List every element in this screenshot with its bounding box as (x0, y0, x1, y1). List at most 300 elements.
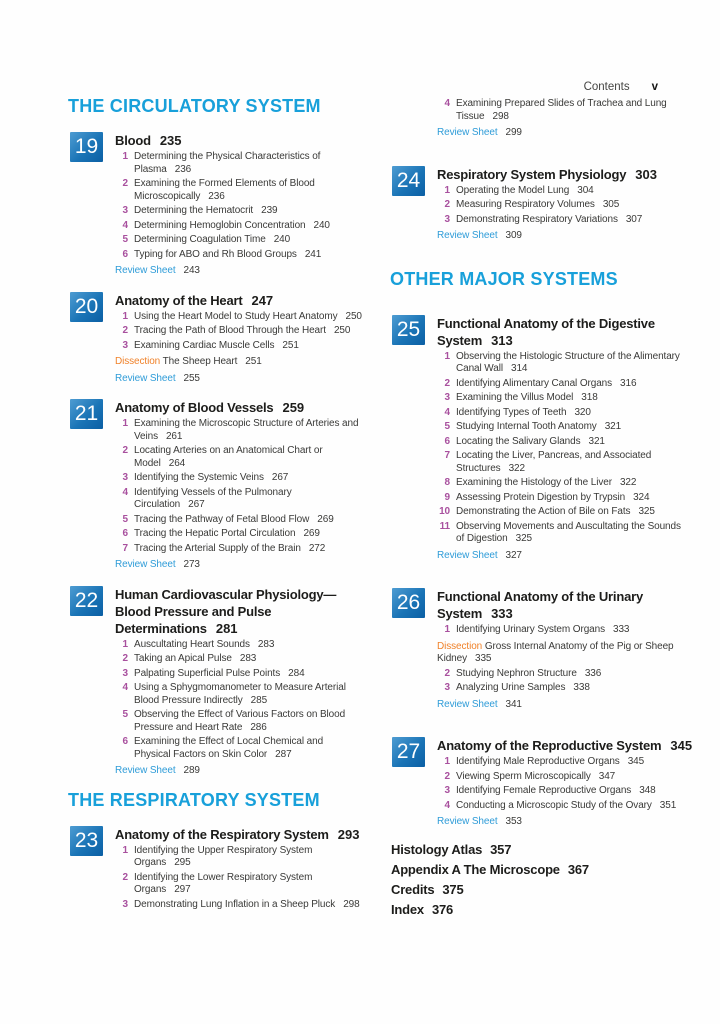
chapter-title-line: Functional Anatomy of the Urinary (437, 589, 643, 604)
toc-item (115, 653, 362, 666)
toc-item (437, 185, 682, 198)
item-text: Identifying Urinary System Organs 333 (456, 624, 630, 635)
chapter-block (390, 588, 682, 711)
chapter-items (115, 639, 362, 778)
page-number: 309 (505, 230, 522, 241)
toc-item (437, 98, 682, 123)
item-text: Locating the Salivary Glands 321 (456, 435, 605, 447)
chapter-page-number: 313 (491, 332, 513, 348)
page-number: 297 (174, 884, 191, 895)
item-number: 2 (444, 377, 450, 389)
page-number: 273 (183, 559, 200, 570)
item-text: Locating the Liver, Pancreas, and Associated Structures 322 (456, 450, 652, 474)
review-sheet-label: Review Sheet (115, 265, 176, 276)
item-text: Taking an Apical Pulse 283 (134, 653, 257, 664)
toc-item (437, 477, 682, 490)
page-number: 284 (288, 667, 305, 679)
page-number: 251 (282, 339, 299, 351)
chapter-content (437, 588, 682, 711)
toc-item (437, 771, 682, 784)
toc-item (115, 709, 362, 734)
item-number: 4 (444, 799, 450, 811)
item-number: 1 (122, 638, 128, 650)
chapter-block (390, 166, 682, 243)
item-number: 1 (444, 184, 450, 196)
item-text: Identifying the Lower Respiratory System Organs 297 (134, 871, 313, 895)
page-number: 243 (183, 265, 200, 276)
toc-item (437, 668, 682, 681)
page-number: 336 (584, 667, 602, 679)
page-number: 345 (627, 756, 645, 767)
item-text: Studying Nephron Structure 336 (456, 667, 602, 679)
toc-item (115, 445, 362, 470)
item-text: Locating Arteries on an Anatomical Chart or Model 264 (134, 445, 323, 469)
toc-item (437, 521, 682, 546)
item-text: Studying Internal Tooth Anatomy 321 (456, 421, 622, 432)
item-text: Examining the Effect of Local Chemical and Physical Factors on Skin Color 287 (134, 736, 324, 760)
page-number: 322 (619, 477, 637, 488)
toc-item (115, 472, 362, 485)
page-number: 267 (188, 499, 205, 510)
toc-item (115, 487, 362, 512)
chapter-content (115, 826, 362, 912)
item-text: Tracing the Pathway of Fetal Blood Flow 269 (134, 513, 334, 525)
review-sheet-row (437, 699, 682, 712)
item-text: Tracing the Arterial Supply of the Brain 272 (134, 542, 326, 554)
item-number: 4 (444, 406, 450, 418)
back-matter (391, 843, 682, 916)
page-number: 240 (273, 234, 291, 245)
chapter-title-line: Anatomy of the Respiratory System 293 (115, 826, 360, 842)
item-text: Demonstrating the Action of Bile on Fats 325 (456, 506, 655, 517)
chapter-block (68, 132, 362, 278)
chapter-title (115, 826, 362, 843)
item-number: 4 (122, 219, 128, 231)
back-matter-entry: Appendix A The Microscope 367 (391, 861, 589, 877)
item-number: 3 (444, 682, 450, 693)
chapter-title-line: Blood 235 (115, 133, 182, 148)
page-number: 239 (261, 205, 278, 216)
item-number: 3 (122, 472, 128, 483)
page-number: 255 (183, 372, 200, 384)
chapter-page-number: 259 (282, 400, 305, 415)
chapter-items (115, 151, 362, 278)
review-sheet-row (437, 816, 682, 829)
item-number: 6 (444, 435, 450, 447)
toc-item (437, 450, 682, 475)
item-number: 2 (122, 871, 128, 883)
chapter-page-number: 293 (337, 826, 360, 842)
page-number: 353 (505, 816, 522, 827)
chapter-number-box: 20 (70, 292, 103, 322)
page-number: 333 (612, 624, 630, 635)
chapter-title (115, 132, 362, 149)
chapter-block (68, 826, 362, 912)
page-number: 318 (581, 392, 598, 403)
chapter-items (115, 845, 362, 912)
review-sheet-label: Review Sheet (437, 549, 498, 561)
toc-item (115, 249, 362, 262)
item-number: 7 (444, 450, 450, 461)
chapter-block (68, 399, 362, 572)
page-number: 341 (505, 698, 522, 710)
page-number: 286 (250, 721, 267, 733)
item-number: 3 (444, 785, 450, 796)
review-sheet-row (437, 550, 682, 563)
back-matter-entry: Credits 375 (391, 881, 464, 897)
toc-column-left (68, 96, 362, 923)
item-text: Observing the Effect of Various Factors on Blood Pressure and Heart Rate 286 (134, 709, 346, 733)
dissection-row: Dissection Gross Internal Anatomy of the Pig or Sheep Kidney 335 (437, 640, 674, 664)
toc-item (115, 543, 362, 556)
page-number: 347 (598, 770, 616, 782)
page-number: 269 (317, 513, 334, 525)
page-number: 285 (250, 694, 268, 706)
item-number: 2 (122, 445, 128, 456)
page-number: 325 (515, 533, 532, 544)
page-number: 327 (505, 549, 522, 561)
page-number: v (651, 81, 658, 93)
chapter-content (115, 399, 362, 572)
page-number: 376 (431, 901, 454, 917)
chapter-items (115, 418, 362, 572)
page-number: 338 (573, 682, 590, 693)
chapter-block (68, 292, 362, 386)
page-number: 321 (604, 421, 622, 432)
toc-item (437, 199, 682, 212)
chapter-items (437, 98, 682, 140)
review-sheet-label: Review Sheet (115, 765, 176, 776)
page-number: 325 (638, 506, 655, 517)
item-text: Assessing Protein Digestion by Trypsin 324 (456, 491, 650, 503)
toc-item (115, 311, 362, 324)
item-number: 3 (122, 898, 128, 910)
item-text: Examining the Formed Elements of Blood Microscopically 236 (134, 178, 315, 202)
chapter-title-line: Anatomy of Blood Vessels 259 (115, 400, 305, 415)
page-number: 357 (490, 841, 512, 857)
chapter-page-number: 281 (215, 620, 238, 636)
item-text: Examining the Villus Model 318 (456, 392, 598, 403)
review-sheet-label: Review Sheet (115, 559, 176, 570)
chapter-content (115, 586, 362, 778)
item-text: Palpating Superficial Pulse Points 284 (134, 667, 305, 679)
toc-item (115, 682, 362, 707)
item-text: Demonstrating Lung Inflation in a Sheep Pluck 298 (134, 898, 360, 910)
item-text: Viewing Sperm Microscopically 347 (456, 770, 616, 782)
item-text: Tracing the Hepatic Portal Circulation 269 (134, 528, 320, 539)
chapter-content (437, 315, 682, 563)
review-sheet-row (115, 559, 362, 572)
page-number: 375 (442, 881, 464, 897)
toc-item (115, 234, 362, 247)
contents-label: Contents (583, 81, 630, 93)
item-number: 1 (122, 151, 128, 162)
chapter-title-line: Functional Anatomy of the Digestive (437, 315, 655, 331)
item-number: 1 (444, 350, 450, 362)
toc-item (115, 528, 362, 541)
item-text: Tracing the Path of Blood Through the Heart 250 (134, 325, 351, 336)
page-number: 272 (308, 542, 326, 554)
item-text: Operating the Model Lung 304 (456, 184, 594, 196)
toc-item (115, 418, 362, 443)
chapter-title-line: Anatomy of the Reproductive System 345 (437, 738, 693, 753)
item-text: Using the Heart Model to Study Heart Anatomy 250 (134, 310, 362, 322)
item-text: Examining Cardiac Muscle Cells 251 (134, 339, 299, 351)
toc-item (437, 436, 682, 449)
page-number: 320 (574, 406, 591, 418)
toc-item (437, 785, 682, 798)
page-number: 289 (183, 765, 200, 776)
review-sheet-row (115, 265, 362, 278)
item-number: 4 (122, 682, 128, 693)
item-text: Determining Coagulation Time 240 (134, 234, 291, 245)
page-number: 316 (620, 377, 637, 389)
item-number: 5 (122, 709, 128, 720)
page-number: 321 (588, 435, 605, 447)
chapter-items (437, 624, 682, 711)
section-heading: THE RESPIRATORY SYSTEM (68, 789, 320, 810)
item-text: Identifying Male Reproductive Organs 345 (456, 756, 645, 767)
back-matter-entry: Index 376 (391, 901, 454, 917)
chapter-title (437, 737, 693, 754)
toc-item (437, 392, 682, 405)
item-number: 6 (122, 248, 128, 260)
chapter-block (390, 737, 693, 829)
chapter-page-number: 345 (670, 738, 693, 753)
page-number: 314 (510, 363, 528, 374)
item-number: 1 (444, 756, 450, 767)
item-number: 2 (444, 199, 450, 210)
item-text: Examining the Microscopic Structure of Arteries and Veins 261 (134, 418, 359, 442)
item-number: 8 (444, 477, 450, 488)
page-number: 241 (304, 248, 322, 260)
item-number: 1 (122, 310, 128, 322)
review-sheet-label: Review Sheet (437, 127, 498, 138)
page-number: 287 (275, 748, 292, 760)
item-number: 3 (122, 667, 128, 679)
toc-item (437, 624, 682, 637)
chapter-number-box: 23 (70, 826, 103, 856)
page-header (390, 81, 658, 93)
page-number: 283 (239, 653, 257, 664)
item-number: 4 (122, 486, 128, 498)
chapter-number-box: 26 (392, 588, 425, 618)
page-number: 269 (303, 528, 320, 539)
page-number: 298 (492, 110, 509, 122)
toc-item (437, 378, 682, 391)
item-number: 3 (122, 339, 128, 351)
chapter-page-number: 333 (491, 606, 513, 621)
chapter-number-box: 21 (70, 399, 103, 429)
item-number: 2 (444, 667, 450, 679)
item-text: Examining the Histology of the Liver 322 (456, 477, 637, 488)
chapter-block (390, 315, 682, 563)
item-number: 5 (122, 234, 128, 245)
toc-item (437, 421, 682, 434)
toc-item (115, 325, 362, 338)
item-number: 1 (122, 844, 128, 856)
page-number: 305 (602, 199, 620, 210)
item-number: 6 (122, 528, 128, 539)
page-number: 322 (508, 462, 525, 474)
item-number: 4 (444, 98, 450, 109)
chapter-title (115, 399, 362, 416)
page-number: 283 (257, 638, 275, 650)
page-number: 251 (245, 356, 262, 367)
chapter-items (437, 756, 682, 829)
item-number: 2 (122, 178, 128, 189)
item-number: 6 (122, 736, 128, 747)
page-number: 367 (567, 861, 589, 877)
item-text: Determining Hemoglobin Concentration 240 (134, 219, 330, 231)
item-number: 11 (439, 520, 450, 532)
item-number: 7 (122, 542, 128, 554)
page-number: 250 (345, 310, 362, 322)
chapter-number-box: 22 (70, 586, 103, 616)
chapter-title-line: Respiratory System Physiology 303 (437, 166, 657, 182)
chapter-items (437, 351, 682, 563)
chapter-title (115, 586, 362, 637)
chapter-title (437, 315, 682, 349)
page-number: 250 (333, 325, 351, 336)
toc-item (437, 506, 682, 519)
chapter-title-line: Anatomy of the Heart 247 (115, 292, 274, 308)
chapter-block (68, 586, 362, 778)
item-number: 1 (444, 624, 450, 635)
toc-item (115, 899, 362, 912)
item-text: Identifying Vessels of the Pulmonary Circulation 267 (134, 486, 292, 510)
item-text: Measuring Respiratory Volumes 305 (456, 199, 620, 210)
page-number: 351 (659, 799, 677, 811)
chapter-items (437, 185, 682, 243)
toc-item (437, 214, 682, 227)
item-text: Identifying Alimentary Canal Organs 316 (456, 377, 637, 389)
item-text: Determining the Hematocrit 239 (134, 205, 278, 216)
chapter-content (115, 132, 362, 278)
toc-item (437, 756, 682, 769)
review-sheet-row (115, 373, 362, 386)
section-heading: OTHER MAJOR SYSTEMS (390, 268, 618, 289)
page-number: 335 (474, 653, 492, 664)
chapter-content (115, 292, 362, 386)
chapter-content (437, 166, 682, 243)
item-number: 2 (444, 770, 450, 782)
review-sheet-label: Review Sheet (115, 372, 176, 384)
toc-item (115, 205, 362, 218)
toc-item (437, 682, 682, 695)
chapter-title-line: Blood Pressure and Pulse (115, 603, 272, 619)
page-number: 240 (313, 219, 330, 231)
item-text: Using a Sphygmomanometer to Measure Arterial Blood Pressure Indirectly 285 (134, 682, 346, 706)
page-number: 236 (174, 163, 192, 175)
chapter-items (115, 311, 362, 386)
item-number: 10 (439, 506, 450, 517)
chapter-number-box: 19 (70, 132, 103, 162)
dissection-row: Dissection The Sheep Heart 251 (115, 356, 262, 367)
chapter-title-line: System 313 (437, 332, 513, 348)
chapter-title (437, 588, 682, 622)
toc-item (115, 668, 362, 681)
page-number: 299 (505, 127, 522, 138)
chapter-continuation (437, 98, 682, 140)
dissection-label: Dissection (115, 356, 161, 367)
page-number: 267 (271, 472, 289, 483)
review-sheet-row (115, 765, 362, 778)
chapter-number-box: 24 (392, 166, 425, 196)
item-number: 3 (444, 213, 450, 225)
item-number: 5 (122, 513, 128, 525)
chapter-page-number: 247 (251, 292, 274, 308)
toc-item (115, 151, 362, 176)
review-sheet-row (437, 230, 682, 243)
chapter-number-box: 25 (392, 315, 425, 345)
page-number: 304 (577, 184, 594, 196)
item-text: Identifying Types of Teeth 320 (456, 406, 591, 418)
item-number: 9 (444, 491, 450, 503)
review-sheet-label: Review Sheet (437, 698, 498, 710)
chapter-number-box: 27 (392, 737, 425, 767)
toc-item (437, 800, 682, 813)
page-number: 307 (625, 213, 643, 225)
item-text: Identifying the Upper Respiratory System Organs 295 (134, 844, 313, 868)
page-number: 348 (639, 785, 656, 796)
chapter-title-line: Human Cardiovascular Physiology— (115, 586, 337, 602)
toc-item (115, 639, 362, 652)
toc-item (115, 872, 362, 897)
item-text: Conducting a Microscopic Study of the Ovary 351 (456, 799, 677, 811)
item-text: Typing for ABO and Rh Blood Groups 241 (134, 248, 322, 260)
item-text: Identifying Female Reproductive Organs 348 (456, 785, 656, 796)
toc-item (437, 351, 682, 376)
chapter-title-line: System 333 (437, 606, 513, 621)
item-text: Examining Prepared Slides of Trachea and Lung Tissue 298 (456, 98, 667, 122)
chapter-title (115, 292, 362, 309)
page-number: 298 (343, 898, 360, 910)
item-text: Auscultating Heart Sounds 283 (134, 638, 275, 650)
item-text: Determining the Physical Characteristics of Plasma 236 (134, 151, 321, 175)
item-text: Observing the Histologic Structure of the Alimentary Canal Wall 314 (456, 350, 680, 374)
page-number: 264 (168, 457, 186, 469)
item-text: Demonstrating Respiratory Variations 307 (456, 213, 643, 225)
toc-item (115, 340, 362, 353)
review-sheet-label: Review Sheet (437, 230, 498, 241)
back-matter-entry: Histology Atlas 357 (391, 841, 512, 857)
toc-item (115, 514, 362, 527)
toc-item (115, 178, 362, 203)
item-number: 3 (122, 205, 128, 216)
toc-item (115, 736, 362, 761)
review-sheet-row (437, 127, 682, 140)
chapter-page-number: 235 (159, 133, 182, 148)
review-sheet-label: Review Sheet (437, 816, 498, 827)
toc-item (115, 845, 362, 870)
page-number: 295 (174, 857, 191, 868)
chapter-title-line: Determinations 281 (115, 620, 238, 636)
item-text: Identifying the Systemic Veins 267 (134, 472, 289, 483)
item-text: Analyzing Urine Samples 338 (456, 682, 590, 693)
item-number: 5 (444, 421, 450, 432)
item-text: Observing Movements and Auscultating the Sounds of Digestion 325 (456, 520, 681, 544)
dissection-label: Dissection (437, 640, 483, 652)
toc-item (115, 220, 362, 233)
page-number: 324 (633, 491, 650, 503)
item-number: 3 (444, 392, 450, 403)
chapter-content (437, 737, 693, 829)
item-number: 1 (122, 418, 128, 429)
chapter-page-number: 303 (635, 166, 657, 182)
section-heading: THE CIRCULATORY SYSTEM (68, 96, 321, 116)
chapter-title (437, 166, 682, 183)
